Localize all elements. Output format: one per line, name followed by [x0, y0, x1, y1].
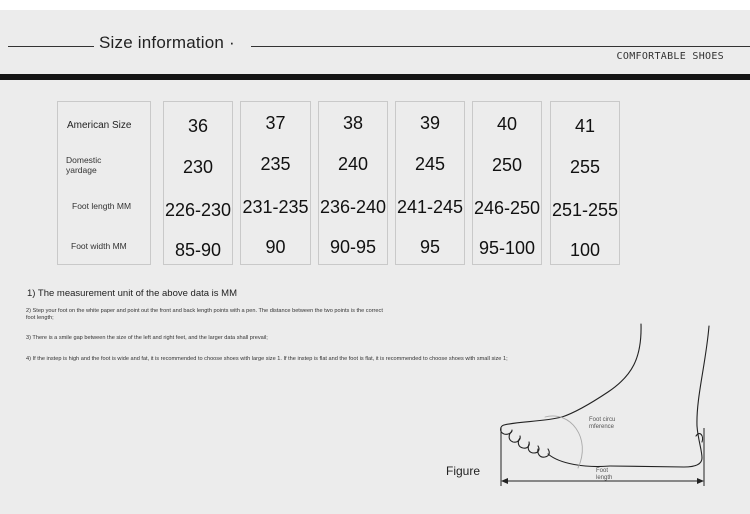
american-size-value: 41 [574, 116, 596, 136]
circumference-label-line2: mference [589, 424, 615, 430]
size-column-38 [318, 101, 388, 265]
circumference-annotation [589, 417, 615, 431]
foot-width-value: 90-95 [329, 237, 377, 257]
header-rule-left [8, 46, 94, 47]
american-size-value: 40 [496, 114, 518, 134]
label-domestic-line2: yardage [66, 165, 97, 175]
length-label-line2: length [596, 475, 613, 481]
length-label-line1: Foot [596, 468, 609, 474]
instep-outline [504, 417, 562, 425]
foot-length-value: 251-255 [551, 200, 619, 220]
american-size-value: 36 [187, 116, 209, 136]
foot-length-value: 231-235 [242, 197, 309, 217]
length-annotation [596, 468, 612, 482]
domestic-yardage-value: 230 [182, 157, 214, 177]
foot-width-value: 95-100 [478, 238, 536, 258]
american-size-value: 39 [419, 113, 441, 133]
foot-width-value: 95 [419, 237, 441, 257]
foot-length-value: 226-230 [164, 200, 232, 220]
note-left-right-gap: 3) There is a smile gap between the size of the left and right feet, and the larger data shall prevail; [26, 335, 268, 341]
arrow-left [501, 478, 508, 484]
size-column-39 [395, 101, 465, 265]
size-column-37 [240, 101, 311, 265]
size-column-36 [163, 101, 233, 265]
foot-width-value: 100 [569, 240, 601, 260]
note-unit: 1) The measurement unit of the above data is MM [27, 288, 237, 299]
figure-label: Figure [446, 464, 481, 478]
note-measure-method [26, 308, 383, 322]
arrow-right [697, 478, 704, 484]
size-table-row-labels [57, 101, 151, 265]
note-measure-line2: foot length; [26, 315, 54, 321]
foot-length-value: 246-250 [473, 198, 541, 218]
label-american-size: American Size [67, 120, 132, 131]
header-rule-right [251, 46, 750, 47]
calf-heel-outline [610, 326, 709, 467]
foot-length-value: 241-245 [396, 197, 464, 217]
foot-length-value: 236-240 [319, 197, 387, 217]
american-size-value: 37 [265, 113, 286, 133]
toe-5 [538, 449, 549, 457]
size-column-40 [472, 101, 542, 265]
label-domestic-line1: Domestic [66, 155, 102, 165]
domestic-yardage-value: 240 [337, 154, 369, 174]
domestic-yardage-value: 235 [260, 154, 291, 174]
domestic-yardage-value: 255 [569, 157, 601, 177]
shin-outline [562, 324, 641, 417]
foot-width-value: 90 [265, 237, 286, 257]
circumference-line [545, 416, 582, 468]
header-bar [0, 74, 750, 80]
top-strip [0, 0, 750, 10]
circumference-label-line1: Foot circu [589, 417, 616, 423]
size-column-41 [550, 101, 620, 265]
label-foot-width: Foot width MM [71, 241, 127, 251]
foot-width-value: 85-90 [174, 240, 222, 260]
label-domestic-yardage [66, 155, 101, 175]
american-size-value: 38 [342, 113, 364, 133]
label-foot-length: Foot length MM [72, 201, 132, 211]
note-measure-line1: 2) Step your foot on the white paper and point out the front and back length points with a pen. The distance between the two points is the correct [26, 308, 383, 314]
page-title: Size information · [99, 33, 235, 52]
brand-subtitle: COMFORTABLE SHOES [616, 51, 724, 62]
domestic-yardage-value: 250 [491, 155, 523, 175]
domestic-yardage-value: 245 [414, 154, 446, 174]
note-instep-advice: 4) If the instep is high and the foot is wide and fat, it is recommended to choose shoes with large size 1. If the instep is flat and the foot is flat, it is recommended to choose shoes with small size 1; [26, 356, 508, 362]
